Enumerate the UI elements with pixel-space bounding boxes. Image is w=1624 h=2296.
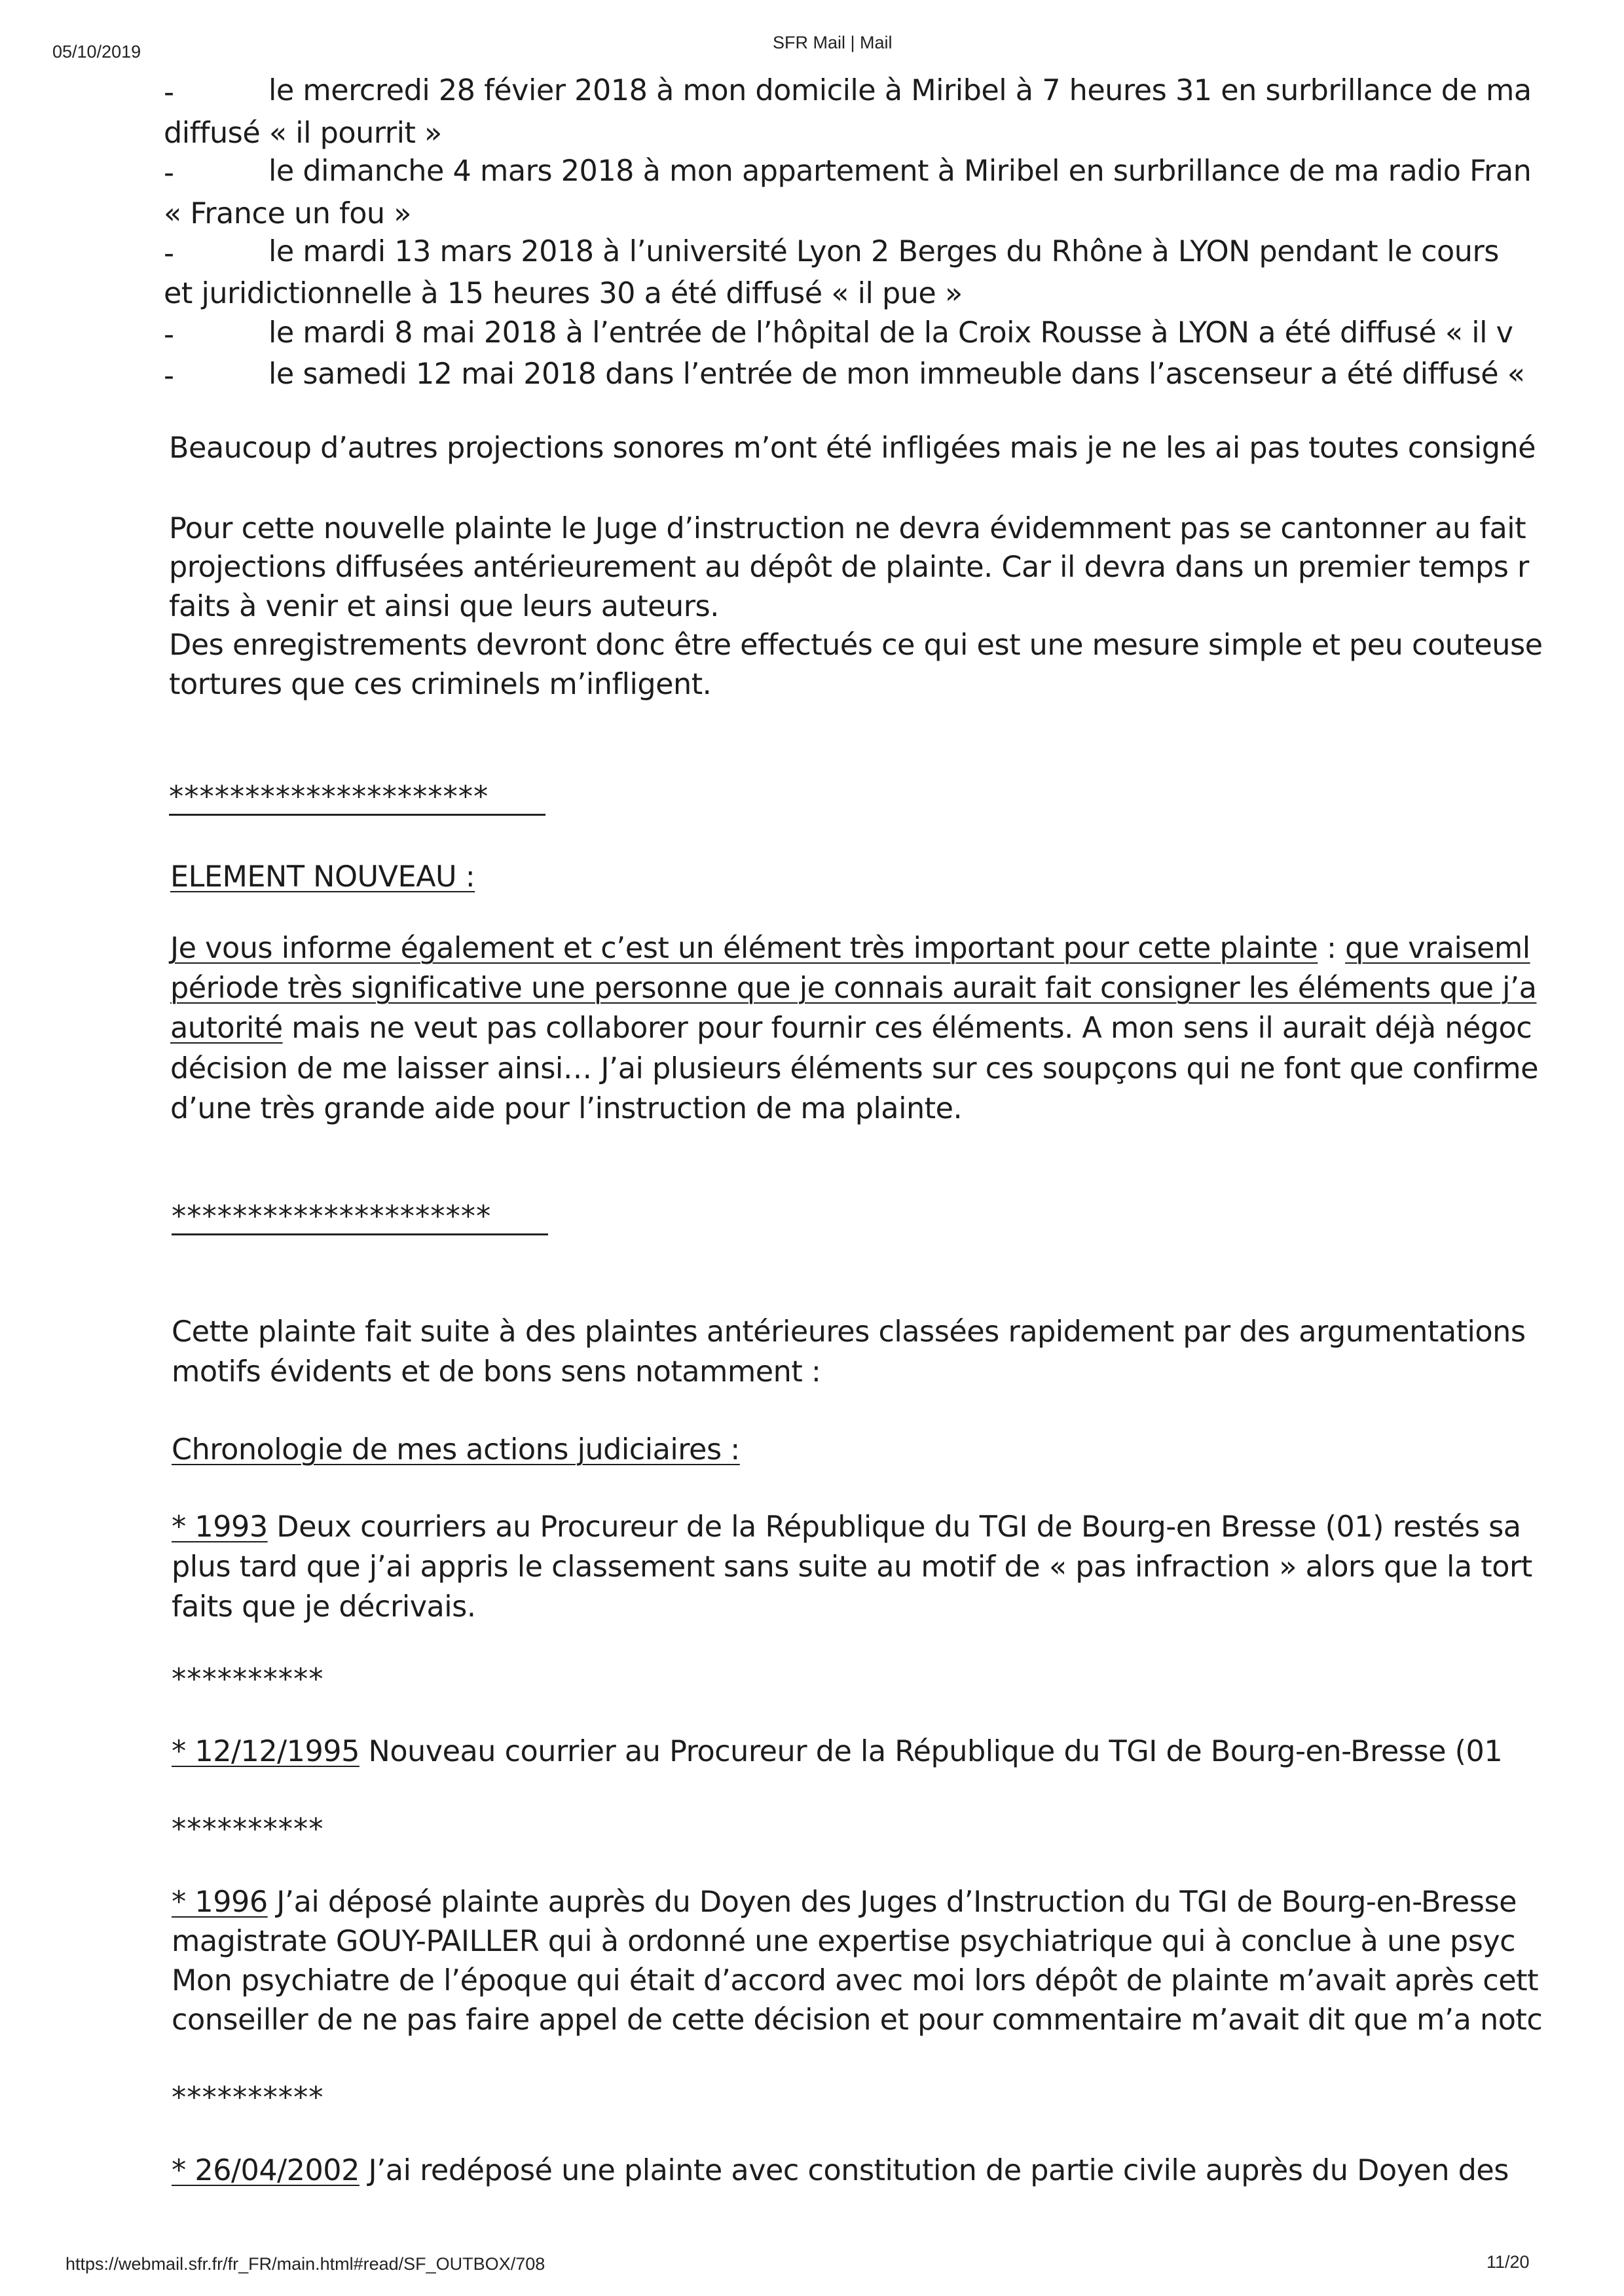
chrono-date: * 1993: [172, 1510, 268, 1544]
bullet-continuation: « France un fou »: [164, 197, 412, 230]
star-separator: *********************: [169, 780, 489, 814]
chrono-date: * 1996: [172, 1886, 268, 1919]
chrono-text: Nouveau courrier au Procureur de la République du TGI de Bourg-en-Bresse (01: [359, 1735, 1503, 1768]
chrono-entry: [172, 1510, 1521, 1544]
section-heading: ELEMENT NOUVEAU :: [170, 860, 475, 894]
chrono-entry: [172, 2154, 1509, 2187]
chrono-entry: [172, 1888, 1517, 1918]
paragraph-line: motifs évidents et de bons sens notamment :: [172, 1355, 821, 1389]
underlined-text: Je vous informe également et c’est un élément très important pour cette plainte: [170, 932, 1318, 965]
paragraph-line: projections diffusées antérieurement au dépôt de plainte. Car il devra dans un premier temps r: [169, 551, 1529, 584]
plain-text: mais ne veut pas collaborer pour fournir ces éléments. A mon sens il aurait déjà négoc: [282, 1011, 1532, 1045]
paragraph-line: Des enregistrements devront donc être effectués ce qui est une mesure simple et peu couteuse: [169, 629, 1543, 662]
paragraph-line: Beaucoup d’autres projections sonores m’ont été infligées mais je ne les ai pas toutes consigné: [169, 431, 1536, 465]
separator-rule: [172, 1233, 548, 1235]
bullet-item: le mardi 13 mars 2018 à l’université Lyon 2 Berges du Rhône à LYON pendant le cours: [268, 235, 1499, 268]
paragraph-line: période très significative une personne que je connais aurait fait consigner les éléments que j’a: [170, 972, 1537, 1005]
paragraph-line: Mon psychiatre de l’époque qui était d’accord avec moi lors dépôt de plainte m’avait après cett: [172, 1964, 1539, 1997]
bullet-dash: -: [164, 359, 174, 393]
plain-text: :: [1318, 932, 1346, 965]
chrono-text: J’ai redéposé une plainte avec constitution de partie civile auprès du Doyen des: [359, 2154, 1509, 2187]
chrono-date: * 26/04/2002: [172, 2154, 360, 2187]
paragraph-line: Cette plainte fait suite à des plaintes antérieures classées rapidement par des argumentations: [172, 1315, 1526, 1349]
paragraph-line: [170, 1011, 1532, 1045]
paragraph-line: faits à venir et ainsi que leurs auteurs.: [169, 590, 719, 623]
page-number: 11/20: [1486, 2252, 1530, 2272]
paragraph-line: conseiller de ne pas faire appel de cette décision et pour commentaire m’avait dit que m’a notc: [172, 2003, 1543, 2037]
star-separator: *********************: [172, 1200, 492, 1233]
chrono-text: J’ai déposé plainte auprès du Doyen des Juges d’Instruction du TGI de Bourg-en-Bresse: [267, 1886, 1517, 1919]
separator-rule: [169, 814, 545, 816]
short-star-separator: **********: [172, 1813, 324, 1846]
bullet-dash: -: [164, 237, 174, 270]
paragraph-line: d’une très grande aide pour l’instruction de ma plainte.: [170, 1092, 963, 1125]
bullet-item: le samedi 12 mai 2018 dans l’entrée de mon immeuble dans l’ascenseur a été diffusé «: [268, 357, 1525, 391]
bullet-dash: -: [164, 318, 174, 352]
print-date: 05/10/2019: [52, 42, 141, 62]
chrono-text: Deux courriers au Procureur de la République du TGI de Bourg-en Bresse (01) restés sa: [267, 1510, 1521, 1544]
section-heading: Chronologie de mes actions judiciaires :: [172, 1433, 740, 1467]
bullet-item: le mercredi 28 févier 2018 à mon domicile à Miribel à 7 heures 31 en surbrillance de ma: [268, 74, 1532, 107]
paragraph-line: plus tard que j’ai appris le classement sans suite au motif de « pas infraction » alors que la tort: [172, 1550, 1532, 1584]
bullet-dash: -: [164, 156, 174, 190]
paragraph-line: décision de me laisser ainsi… J’ai plusieurs éléments sur ces soupçons qui ne font que confirme: [170, 1052, 1538, 1085]
short-star-separator: **********: [172, 2081, 324, 2115]
chrono-entry: [172, 1735, 1503, 1768]
paragraph-line: Pour cette nouvelle plainte le Juge d’instruction ne devra évidemment pas se cantonner au fait: [169, 512, 1526, 545]
bullet-item: le mardi 8 mai 2018 à l’entrée de l’hôpital de la Croix Rousse à LYON a été diffusé « il v: [268, 316, 1513, 350]
paragraph-line: magistrate GOUY-PAILLER qui à ordonné une expertise psychiatrique qui à conclue à une psyc: [172, 1925, 1516, 1958]
chrono-date: * 12/12/1995: [172, 1735, 360, 1768]
bullet-item: le dimanche 4 mars 2018 à mon appartement à Miribel en surbrillance de ma radio Fran: [268, 155, 1532, 188]
bullet-continuation: diffusé « il pourrit »: [164, 117, 442, 150]
paragraph-line: faits que je décrivais.: [172, 1590, 476, 1624]
paragraph-line: tortures que ces criminels m’infligent.: [169, 668, 712, 701]
print-title: SFR Mail | Mail: [773, 33, 893, 52]
footer-url: https://webmail.sfr.fr/fr_FR/main.html#read/SF_OUTBOX/708: [65, 2254, 545, 2274]
bullet-continuation: et juridictionnelle à 15 heures 30 a été diffusé « il pue »: [164, 277, 963, 310]
short-star-separator: **********: [172, 1663, 324, 1696]
bullet-dash: -: [164, 76, 174, 109]
paragraph-line: [170, 934, 1530, 964]
underlined-text: que vraiseml: [1345, 932, 1530, 965]
underlined-text: autorité: [170, 1011, 283, 1045]
